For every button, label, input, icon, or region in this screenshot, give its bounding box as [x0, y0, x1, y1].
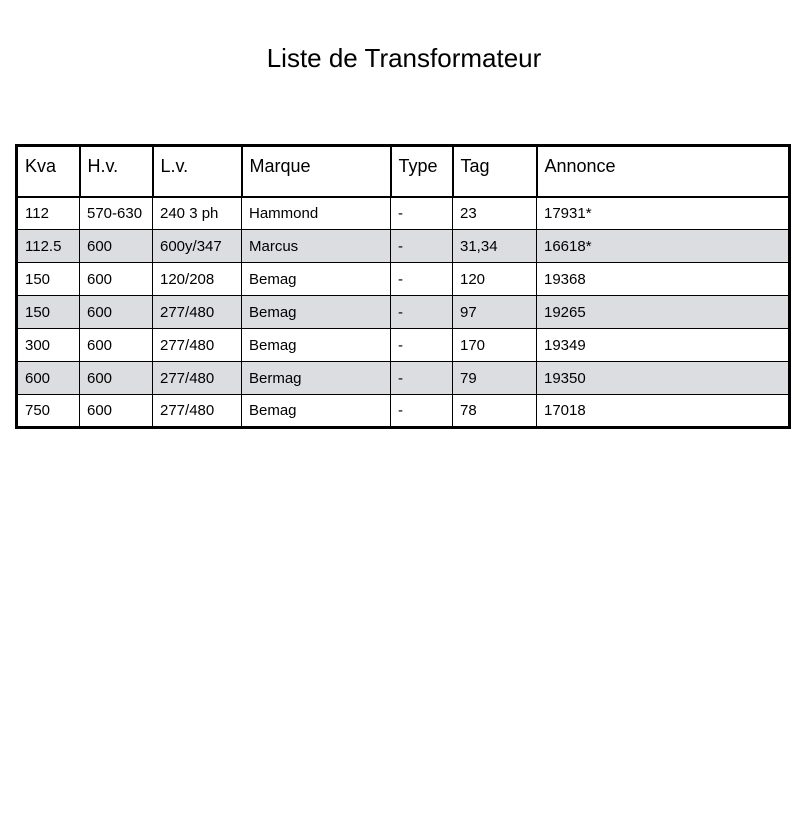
column-header-kva: Kva: [17, 146, 80, 197]
cell-marque: Marcus: [242, 230, 391, 263]
cell-marque: Bemag: [242, 395, 391, 428]
cell-tag: 79: [453, 362, 537, 395]
cell-marque: Bemag: [242, 329, 391, 362]
cell-kva: 112.5: [17, 230, 80, 263]
table-row: [17, 395, 790, 428]
table-row: [17, 230, 790, 263]
cell-hv: 570-630: [80, 197, 153, 230]
table-header-row: [17, 146, 790, 197]
cell-marque: Bermag: [242, 362, 391, 395]
cell-kva: 150: [17, 263, 80, 296]
cell-hv: 600: [80, 329, 153, 362]
cell-tag: 97: [453, 296, 537, 329]
cell-kva: 112: [17, 197, 80, 230]
cell-lv: 120/208: [153, 263, 242, 296]
cell-hv: 600: [80, 230, 153, 263]
cell-type: -: [391, 230, 453, 263]
cell-hv: 600: [80, 362, 153, 395]
cell-tag: 23: [453, 197, 537, 230]
cell-tag: 31,34: [453, 230, 537, 263]
cell-kva: 600: [17, 362, 80, 395]
cell-annonce: 19265: [537, 296, 790, 329]
cell-hv: 600: [80, 263, 153, 296]
transformer-table-container: [15, 144, 788, 429]
transformer-table: [15, 144, 791, 429]
column-header-type: Type: [391, 146, 453, 197]
cell-type: -: [391, 197, 453, 230]
cell-kva: 750: [17, 395, 80, 428]
cell-annonce: 16618*: [537, 230, 790, 263]
cell-marque: Bemag: [242, 263, 391, 296]
table-row: [17, 197, 790, 230]
column-header-hv: H.v.: [80, 146, 153, 197]
cell-hv: 600: [80, 296, 153, 329]
cell-lv: 277/480: [153, 395, 242, 428]
cell-marque: Hammond: [242, 197, 391, 230]
cell-annonce: 19368: [537, 263, 790, 296]
cell-kva: 300: [17, 329, 80, 362]
column-header-lv: L.v.: [153, 146, 242, 197]
table-row: [17, 263, 790, 296]
table-row: [17, 362, 790, 395]
cell-annonce: 19350: [537, 362, 790, 395]
cell-lv: 600y/347: [153, 230, 242, 263]
cell-hv: 600: [80, 395, 153, 428]
cell-annonce: 17931*: [537, 197, 790, 230]
table-row: [17, 296, 790, 329]
cell-kva: 150: [17, 296, 80, 329]
cell-tag: 78: [453, 395, 537, 428]
cell-annonce: 19349: [537, 329, 790, 362]
cell-type: -: [391, 296, 453, 329]
column-header-tag: Tag: [453, 146, 537, 197]
cell-marque: Bemag: [242, 296, 391, 329]
cell-tag: 120: [453, 263, 537, 296]
cell-type: -: [391, 395, 453, 428]
cell-type: -: [391, 329, 453, 362]
table-row: [17, 329, 790, 362]
column-header-annonce: Annonce: [537, 146, 790, 197]
cell-type: -: [391, 263, 453, 296]
cell-lv: 240 3 ph: [153, 197, 242, 230]
cell-tag: 170: [453, 329, 537, 362]
cell-lv: 277/480: [153, 296, 242, 329]
cell-lv: 277/480: [153, 362, 242, 395]
cell-lv: 277/480: [153, 329, 242, 362]
column-header-marque: Marque: [242, 146, 391, 197]
cell-type: -: [391, 362, 453, 395]
page-title: Liste de Transformateur: [266, 43, 542, 73]
cell-annonce: 17018: [537, 395, 790, 428]
